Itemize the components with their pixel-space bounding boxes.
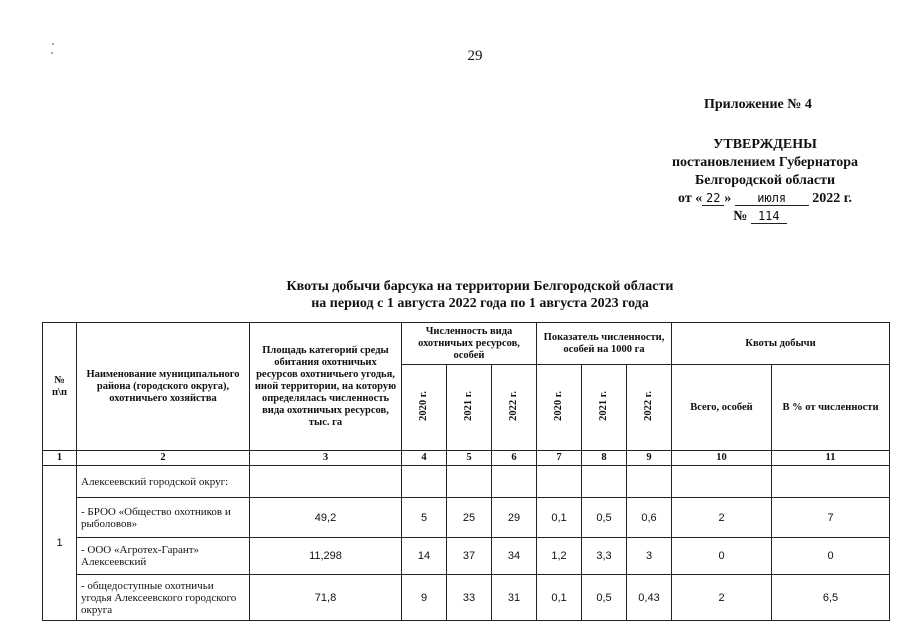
header-quota-percent: В % от численности (772, 365, 890, 451)
row-quota-total: 0 (672, 538, 772, 575)
number-prefix: № (733, 209, 748, 224)
decree-number: 114 (751, 209, 787, 224)
colnum-10: 10 (672, 451, 772, 466)
quota-table (42, 322, 890, 621)
row-name: - БРОО «Общество охотников и рыболовов» (77, 498, 250, 538)
date-year: 2022 г. (812, 191, 852, 206)
colnum-3: 3 (250, 451, 402, 466)
header-density: Показатель численности, особей на 1000 га (537, 323, 672, 365)
row-quota-percent: 7 (772, 498, 890, 538)
table-row (43, 575, 890, 621)
date-day: 22 (702, 191, 724, 206)
row-pop-2021: 33 (447, 575, 492, 621)
row-area: 49,2 (250, 498, 402, 538)
row-area: 11,298 (250, 538, 402, 575)
date-month: июля (735, 191, 809, 206)
row-pop-2021: 37 (447, 538, 492, 575)
column-number-row (43, 451, 890, 466)
colnum-6: 6 (492, 451, 537, 466)
approval-line-1: постановлением Губернатора (671, 155, 859, 170)
row-pop-2020: 9 (402, 575, 447, 621)
header-density-2021: 2021 г. (582, 365, 627, 451)
row-quota-percent: 6,5 (772, 575, 890, 621)
header-row-1 (43, 323, 890, 365)
group-row (43, 466, 890, 498)
colnum-7: 7 (537, 451, 582, 466)
row-pop-2020: 5 (402, 498, 447, 538)
table-row (43, 538, 890, 575)
table-row (43, 498, 890, 538)
header-pop-2021: 2021 г. (447, 365, 492, 451)
row-pop-2021: 25 (447, 498, 492, 538)
header-density-2020: 2020 г. (537, 365, 582, 451)
appendix-label: Приложение № 4 (704, 97, 812, 112)
header-population: Численность вида охотничьих ресурсов, особей (402, 323, 537, 365)
date-prefix: от « (678, 191, 703, 206)
approval-number (630, 208, 890, 226)
page-number: 29 (467, 48, 483, 64)
row-quota-total: 2 (672, 575, 772, 621)
title-line-2: на период с 1 августа 2022 года по 1 августа 2023 года (311, 296, 649, 311)
document-title (200, 278, 760, 312)
row-density-2020: 0,1 (537, 498, 582, 538)
row-pop-2022: 31 (492, 575, 537, 621)
scan-speck (51, 52, 53, 54)
colnum-11: 11 (772, 451, 890, 466)
group-name: Алексеевский городской округ: (77, 466, 250, 498)
row-name: - общедоступные охотничьи угодья Алексеевского городского округа (77, 575, 250, 621)
header-pop-2022: 2022 г. (492, 365, 537, 451)
scan-speck (52, 43, 54, 45)
row-density-2021: 3,3 (582, 538, 627, 575)
colnum-8: 8 (582, 451, 627, 466)
date-mid: » (724, 191, 732, 206)
row-pop-2020: 14 (402, 538, 447, 575)
colnum-2: 2 (77, 451, 250, 466)
row-density-2022: 0,43 (627, 575, 672, 621)
row-density-2020: 1,2 (537, 538, 582, 575)
row-quota-percent: 0 (772, 538, 890, 575)
header-num: № п\п (43, 323, 77, 451)
approval-title: УТВЕРЖДЕНЫ (713, 137, 817, 152)
title-line-1: Квоты добычи барсука на территории Белгородской области (286, 279, 674, 294)
row-density-2022: 0,6 (627, 498, 672, 538)
header-area: Площадь категорий среды обитания охотничьих ресурсов охотничьего угодья, иной территории, на которую определялась численность вида охотничьих ресурсов, тыс. га (250, 323, 402, 451)
row-density-2022: 3 (627, 538, 672, 575)
colnum-1: 1 (43, 451, 77, 466)
row-name: - ООО «Агротех-Гарант» Алексеевский (77, 538, 250, 575)
header-density-2022: 2022 г. (627, 365, 672, 451)
header-quota: Квоты добычи (672, 323, 890, 365)
approval-block (640, 136, 890, 226)
row-density-2021: 0,5 (582, 575, 627, 621)
header-name: Наименование муниципального района (городского округа), охотничьего хозяйства (77, 323, 250, 451)
approval-line-2: Белгородской области (694, 173, 836, 188)
colnum-9: 9 (627, 451, 672, 466)
colnum-5: 5 (447, 451, 492, 466)
header-pop-2020: 2020 г. (402, 365, 447, 451)
row-pop-2022: 34 (492, 538, 537, 575)
row-pop-2022: 29 (492, 498, 537, 538)
row-density-2020: 0,1 (537, 575, 582, 621)
approval-date (640, 190, 890, 208)
header-quota-total: Всего, особей (672, 365, 772, 451)
row-density-2021: 0,5 (582, 498, 627, 538)
colnum-4: 4 (402, 451, 447, 466)
row-area: 71,8 (250, 575, 402, 621)
group-number: 1 (43, 466, 77, 621)
row-quota-total: 2 (672, 498, 772, 538)
